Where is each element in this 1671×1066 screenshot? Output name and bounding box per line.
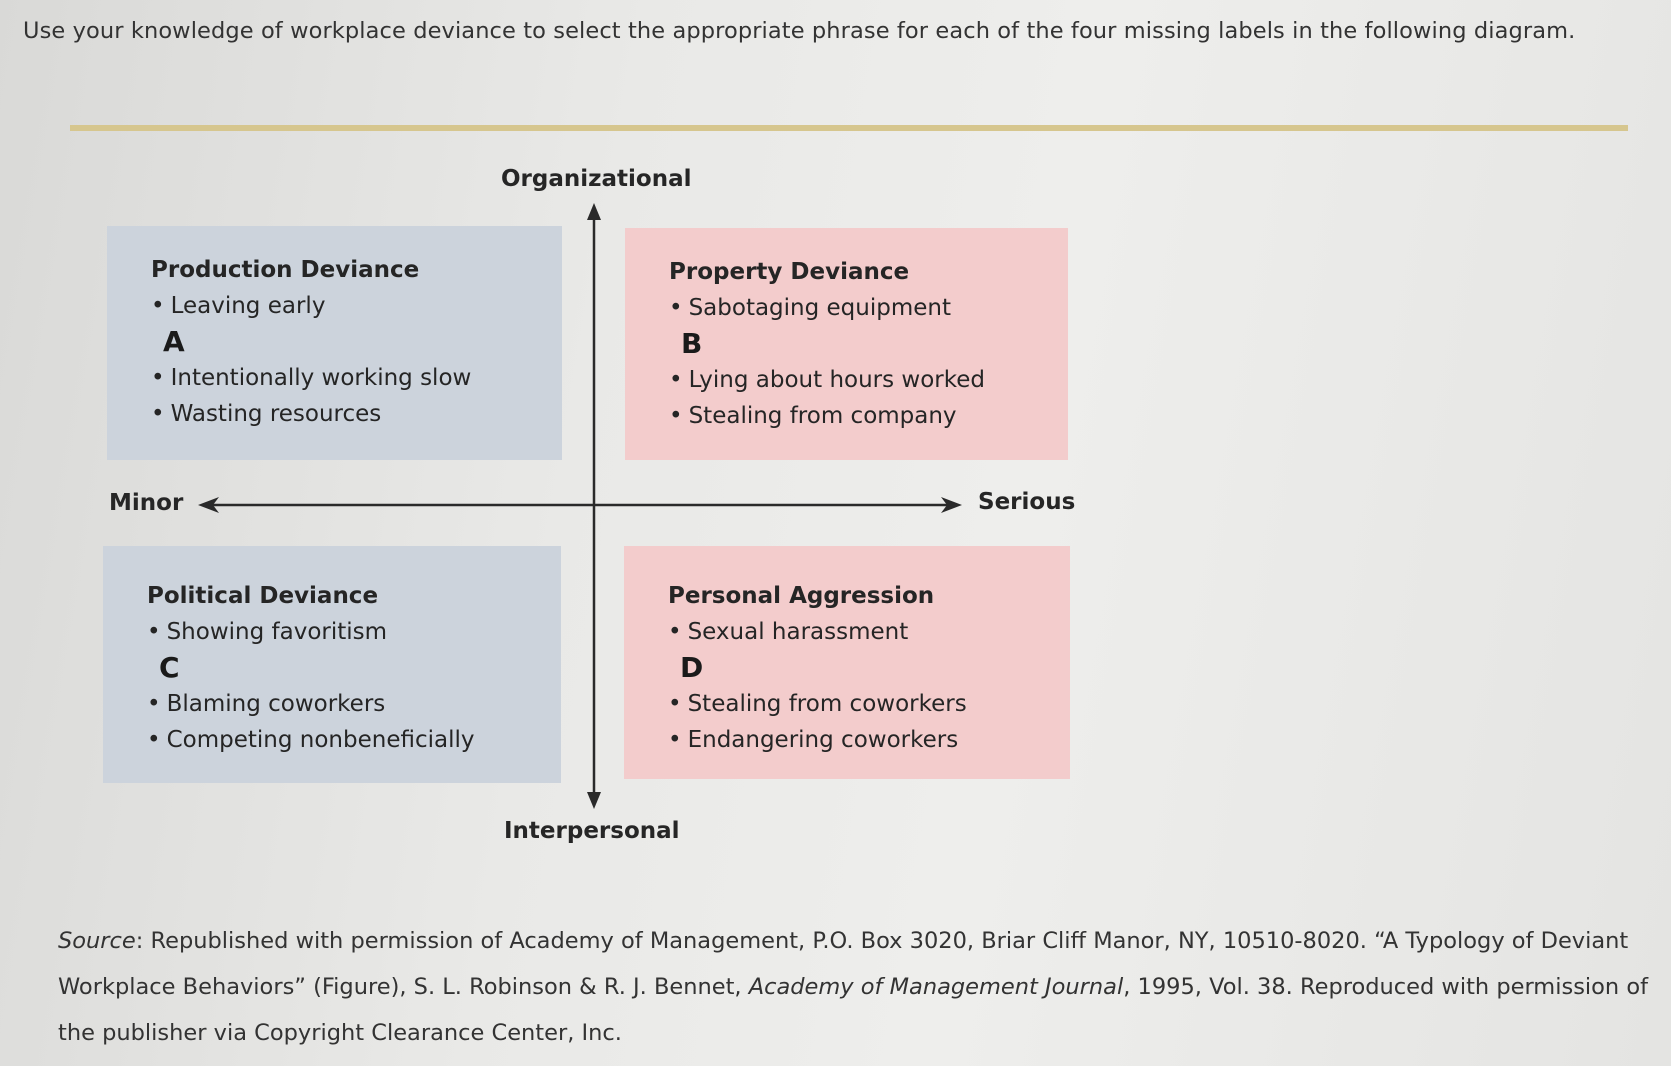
axis-label-serious: Serious (978, 489, 1076, 515)
list-item: • Sexual harassment (668, 614, 1070, 650)
list-item: • Sabotaging equipment (669, 290, 1068, 326)
axis-label-minor: Minor (109, 490, 184, 516)
source-label: Source (58, 928, 136, 954)
quadrant-production-deviance (107, 226, 562, 460)
source-text-part2: , 1995, Vol. 38. Reproduced with permission of the publisher via Copyright Clearance Center, Inc. (58, 974, 1649, 1046)
list-item: • Competing nonbeneficially (147, 722, 561, 758)
quadrant-title: Political Deviance (147, 583, 379, 609)
quadrant-political-deviance (103, 546, 561, 783)
question-text: Use your knowledge of workplace deviance to select the appropriate phrase for each of the four missing labels in the following diagram. (23, 18, 1576, 44)
list-item: • Stealing from coworkers (668, 686, 1070, 722)
quadrant-property-deviance (625, 228, 1068, 460)
list-item: • Stealing from company (669, 398, 1068, 434)
list-item: • Leaving early (151, 288, 562, 324)
list-item: • Endangering coworkers (668, 722, 1070, 758)
blank-label-c: C (159, 651, 180, 684)
list-item: • Showing favoritism (147, 614, 561, 650)
source-citation (58, 918, 1658, 1056)
quadrant-title: Production Deviance (151, 257, 420, 283)
list-item: • Intentionally working slow (151, 360, 562, 396)
blank-label-d: D (680, 651, 704, 684)
arrow-up-icon (587, 203, 601, 220)
quadrant-title: Property Deviance (669, 259, 910, 285)
list-item: • Lying about hours worked (669, 362, 1068, 398)
source-text-part1: : Republished with permission of Academy of Management, P.O. Box 3020, Briar Cliff Manor, NY, 10510-8020. “A Typology of Deviant Workplace Behaviors” (Figure), S. L. Robinson & R. J. Bennet, (58, 928, 1629, 1000)
quadrant-title: Personal Aggression (668, 583, 935, 609)
list-item: • Wasting resources (151, 396, 562, 432)
quadrant-personal-aggression (624, 546, 1070, 779)
source-journal: Academy of Management Journal (748, 974, 1124, 1000)
axis-label-organizational: Organizational (501, 166, 692, 192)
axis-label-interpersonal: Interpersonal (504, 818, 680, 844)
arrow-down-icon (587, 792, 601, 809)
blank-label-a: A (163, 325, 185, 358)
list-item: • Blaming coworkers (147, 686, 561, 722)
blank-label-b: B (681, 327, 703, 360)
